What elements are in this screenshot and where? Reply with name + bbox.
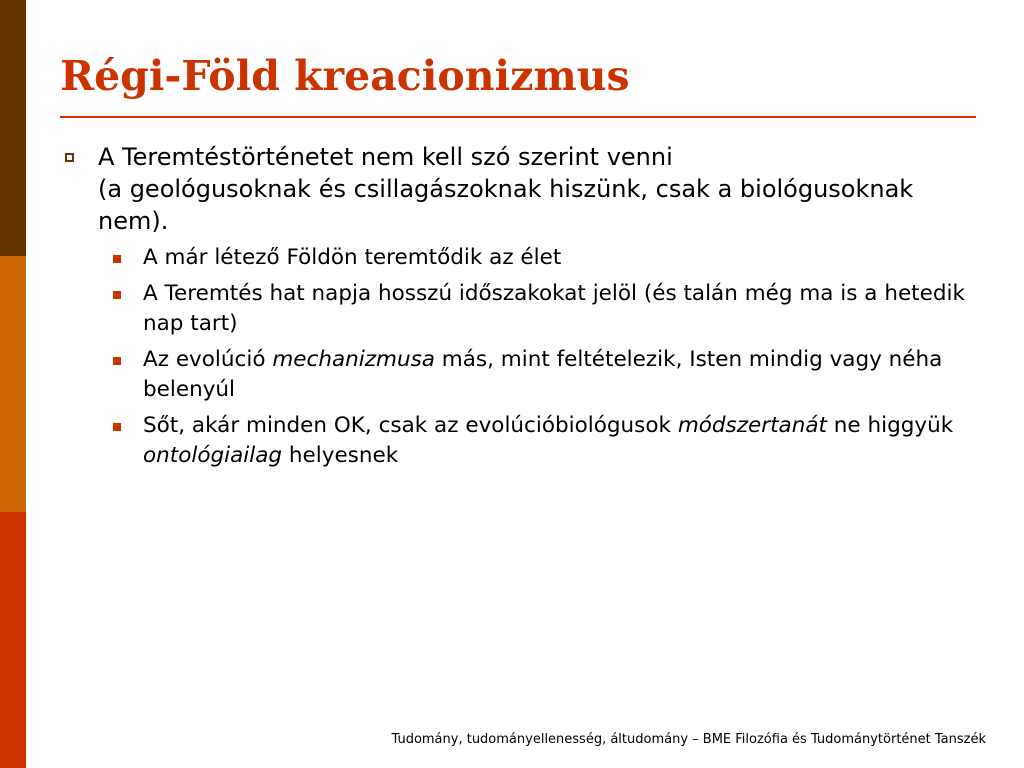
sub-bullet-4-text-post: helyesnek — [282, 443, 399, 468]
filled-square-bullet-icon — [113, 291, 121, 299]
sub-bullet-1 — [60, 243, 990, 273]
sub-bullet-1-text: A már létező Földön teremtődik az élet — [143, 245, 562, 270]
hollow-square-bullet-icon — [65, 153, 74, 162]
sub-bullet-3-text-post: más, mint feltételezik, Isten mindig vagy néha belenyúl — [143, 347, 943, 402]
slide-footer: Tudomány, tudományellenesség, áltudomány – BME Filozófia és Tudománytörténet Tanszék — [391, 732, 986, 747]
sub-bullet-list — [60, 243, 990, 471]
decorative-bar-red — [0, 512, 26, 768]
sub-bullet-3 — [60, 345, 990, 405]
main-bullet — [60, 141, 990, 237]
filled-square-bullet-icon — [113, 357, 121, 365]
title-underline — [60, 116, 976, 118]
slide-content — [60, 141, 990, 477]
sub-bullet-3-text-pre: Az evolúció — [143, 347, 273, 372]
main-bullet-line-1: A Teremtéstörténetet nem kell szó szerint venni — [98, 143, 673, 171]
sub-bullet-4 — [60, 411, 990, 471]
main-bullet-line-2: (a geológusoknak és csillagászoknak hiszünk, csak a biológusoknak nem). — [98, 175, 914, 235]
filled-square-bullet-icon — [113, 423, 121, 431]
slide-title: Régi-Föld kreacionizmus — [60, 52, 630, 100]
sub-bullet-4-text-mid: ne higgyük — [826, 413, 954, 438]
sub-bullet-2 — [60, 279, 990, 339]
decorative-bar-orange — [0, 256, 26, 512]
sub-bullet-3-emphasis: mechanizmusa — [272, 347, 435, 372]
filled-square-bullet-icon — [113, 255, 121, 263]
decorative-bar-brown — [0, 0, 26, 256]
sub-bullet-2-text: A Teremtés hat napja hosszú időszakokat jelöl (és talán még ma is a hetedik nap tart) — [143, 281, 965, 336]
sub-bullet-4-emphasis-1: módszertanát — [677, 413, 827, 438]
sub-bullet-4-emphasis-2: ontológiailag — [143, 443, 283, 468]
sub-bullet-4-text-pre: Sőt, akár minden OK, csak az evolúcióbiológusok — [143, 413, 678, 438]
